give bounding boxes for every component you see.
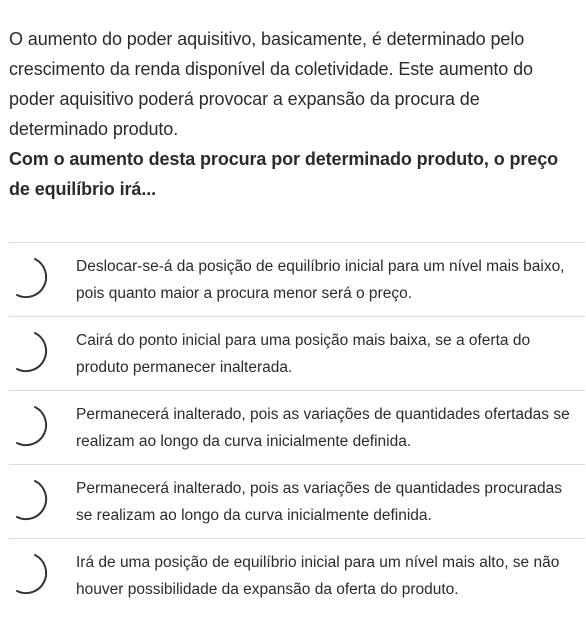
radio-arc-icon[interactable] [9, 255, 57, 303]
answer-option-a[interactable] [9, 242, 585, 316]
answer-option-d[interactable] [9, 464, 585, 538]
question-block [9, 24, 579, 204]
answer-option-label: Irá de uma posição de equilíbrio inicial para um nível mais alto, se não houver possibilidade da expansão da oferta do produto. [76, 554, 560, 598]
answer-option-c[interactable] [9, 390, 585, 464]
answer-options [9, 242, 585, 612]
answer-option-label: Permanecerá inalterado, pois as variações de quantidades procuradas se realizam ao longo da curva inicialmente definida. [76, 480, 562, 524]
answer-option-b[interactable] [9, 316, 585, 390]
radio-arc-icon[interactable] [9, 551, 57, 599]
answer-option-label: Cairá do ponto inicial para uma posição mais baixa, se a oferta do produto permanecer inalterada. [76, 332, 531, 376]
question-text: O aumento do poder aquisitivo, basicamente, é determinado pelo crescimento da renda disponível da coletividade. Este aumento do poder aquisitivo poderá provocar a expansão da procura de determinado produto. [9, 29, 533, 139]
radio-arc-icon[interactable] [9, 329, 57, 377]
answer-option-label: Permanecerá inalterado, pois as variações de quantidades ofertadas se realizam ao longo da curva inicialmente definida. [76, 406, 570, 450]
radio-arc-icon[interactable] [9, 403, 57, 451]
radio-arc-icon[interactable] [9, 477, 57, 525]
answer-option-e[interactable] [9, 538, 585, 612]
question-prompt: Com o aumento desta procura por determinado produto, o preço de equilíbrio irá... [9, 149, 559, 199]
answer-option-label: Deslocar-se-á da posição de equilíbrio inicial para um nível mais baixo, pois quanto maior a procura menor será o preço. [76, 258, 565, 302]
